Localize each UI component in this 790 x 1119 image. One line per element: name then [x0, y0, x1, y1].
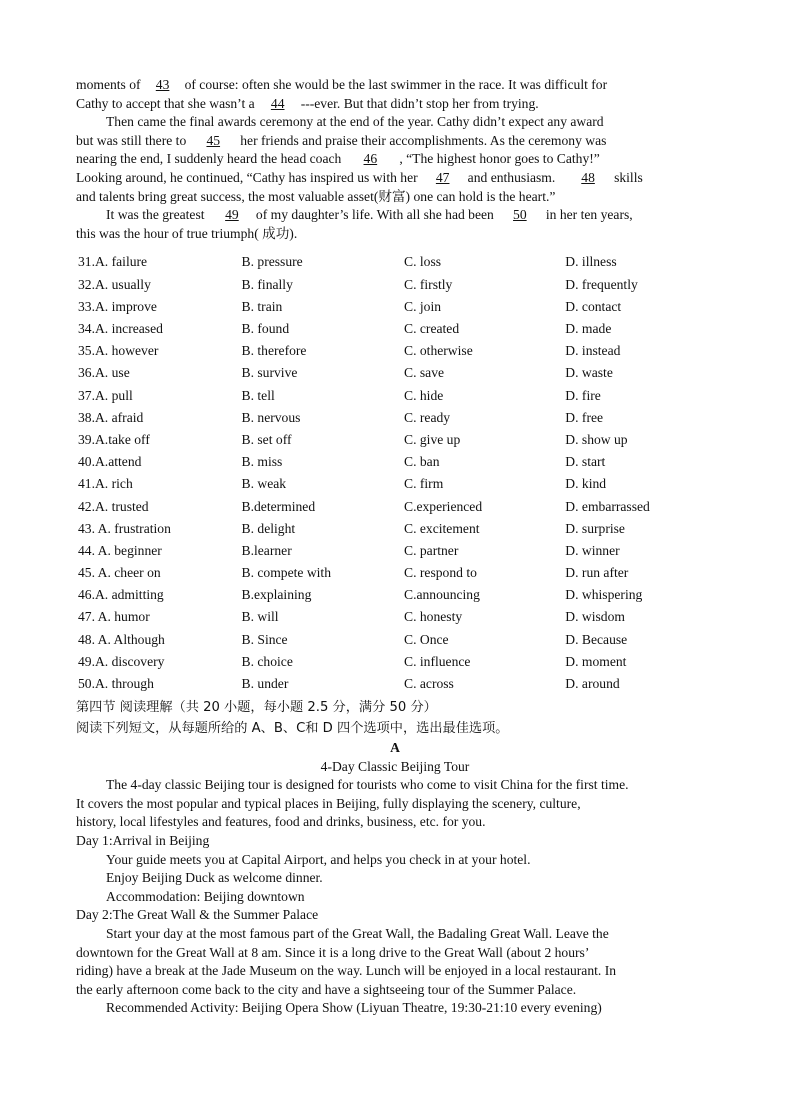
passage-line: [76, 206, 714, 225]
option-cell: 34.A. increased: [78, 321, 163, 336]
document-page: [76, 76, 714, 1018]
option-cell: 42.A. trusted: [78, 498, 149, 514]
blank-45: 45: [206, 132, 221, 148]
option-cell: B.learner: [241, 542, 292, 558]
passage-line: Recommended Activity: Beijing Opera Show (Liyuan Theatre, 19:30-21:10 every evening): [106, 1000, 602, 1016]
passage-title: 4-Day Classic Beijing Tour: [320, 758, 470, 774]
option-row: [78, 629, 714, 651]
passage-line: The 4-day classic Beijing tour is designed for tourists who come to visit China for the first time.: [106, 777, 629, 793]
option-row: [78, 429, 714, 451]
option-cell: C. ban: [404, 454, 440, 470]
option-cell: D. kind: [565, 476, 607, 492]
passage-line: history, local lifestyles and features, food and drinks, business, etc. for you.: [76, 814, 486, 830]
passage-text: but was still there to: [76, 132, 187, 148]
option-cell: D. show up: [565, 431, 628, 447]
passage-line: [76, 169, 714, 188]
passage-line: [76, 150, 714, 169]
day-heading: Day 1:Arrival in Beijing: [76, 833, 210, 849]
option-row: [78, 407, 714, 429]
option-cell: D. start: [565, 454, 606, 470]
passage-line: Start your day at the most famous part of the Great Wall, the Badaling Great Wall. Leave the: [106, 926, 609, 942]
option-row: [78, 518, 714, 540]
day-heading: Day 2:The Great Wall & the Summer Palace: [76, 907, 319, 923]
option-cell: C. otherwise: [404, 343, 473, 359]
passage-line: [76, 95, 714, 114]
option-cell: D. moment: [565, 653, 627, 669]
passage-text: in her ten years,: [545, 207, 633, 223]
option-cell: C. save: [404, 365, 445, 381]
blank-44: 44: [270, 95, 285, 111]
option-cell: D. waste: [565, 365, 613, 381]
option-row: [78, 451, 714, 473]
passage-line: It covers the most popular and typical places in Beijing, fully displaying the scenery, culture,: [76, 795, 581, 811]
option-cell: D. whispering: [565, 587, 643, 603]
option-cell: C. loss: [404, 254, 442, 270]
option-cell: B.explaining: [241, 587, 312, 603]
option-cell: 46.A. admitting: [78, 587, 164, 603]
option-row: [78, 362, 714, 384]
option-cell: C. influence: [404, 653, 471, 669]
options-body: [78, 251, 714, 695]
option-cell: 32.A. usually: [78, 276, 151, 292]
passage-line: riding) have a break at the Jade Museum on the way. Lunch will be enjoyed in a local restaurant. In: [76, 963, 617, 979]
option-row: [78, 251, 714, 273]
passage-line: [76, 132, 714, 151]
option-cell: B. delight: [241, 520, 296, 536]
blank-50: 50: [513, 207, 527, 223]
option-row: [78, 340, 714, 362]
option-cell: D. Because: [565, 631, 628, 647]
option-row: [78, 473, 714, 495]
option-cell: 39.A.take off: [78, 431, 150, 447]
option-cell: B. will: [241, 609, 279, 625]
section-heading: 第四节 阅读理解（共 20 小题，每小题 2.5 分，满分 50 分）: [76, 700, 437, 716]
passage-text: ---ever. But that didn’t stop her from trying.: [300, 95, 539, 111]
option-cell: D. contact: [565, 298, 622, 314]
passage-line: Your guide meets you at Capital Airport, and helps you check in at your hotel.: [106, 851, 531, 867]
option-row: [78, 606, 714, 628]
option-row: [78, 562, 714, 584]
passage-line: downtown for the Great Wall at 8 am. Since it is a long drive to the Great Wall (about 2 hours’: [76, 944, 590, 960]
blank-49: 49: [225, 207, 239, 223]
option-cell: C. firstly: [404, 276, 453, 292]
option-cell: C.experienced: [404, 498, 483, 514]
blank-48: 48: [581, 169, 595, 185]
option-cell: C. respond to: [404, 565, 477, 581]
option-cell: B. survive: [241, 365, 298, 381]
option-cell: B. found: [241, 321, 290, 336]
option-cell: C. firm: [404, 476, 444, 492]
passage-text: , “The highest honor goes to Cathy!”: [399, 151, 600, 167]
option-cell: C.announcing: [404, 587, 480, 603]
option-cell: C. give up: [404, 431, 461, 447]
option-cell: B. set off: [241, 431, 292, 447]
option-cell: C. ready: [404, 409, 451, 425]
option-row: [78, 540, 714, 562]
option-cell: 41.A. rich: [78, 476, 133, 492]
option-cell: B. under: [241, 676, 289, 691]
option-cell: B. nervous: [241, 409, 301, 425]
option-row: [78, 384, 714, 406]
option-row: [78, 274, 714, 296]
option-cell: D. winner: [565, 542, 620, 558]
option-cell: 35.A. however: [78, 343, 159, 359]
option-cell: B. tell: [241, 387, 275, 403]
option-cell: D. illness: [565, 254, 617, 270]
blank-46: 46: [363, 151, 378, 167]
option-cell: 43. A. frustration: [78, 520, 171, 536]
option-cell: C. across: [404, 676, 454, 691]
option-cell: C. partner: [404, 542, 459, 558]
option-cell: 33.A. improve: [78, 298, 157, 314]
passage-line: Enjoy Beijing Duck as welcome dinner.: [106, 870, 323, 886]
passage-line: Then came the final awards ceremony at the end of the year. Cathy didn’t expect any award: [106, 114, 604, 130]
option-cell: D. instead: [565, 343, 621, 359]
passage-line: [76, 76, 714, 95]
passage-text: Cathy to accept that she wasn’t a: [76, 95, 255, 111]
option-row: [78, 296, 714, 318]
option-cell: 49.A. discovery: [78, 653, 165, 669]
passage-letter: A: [390, 740, 400, 756]
option-cell: B. compete with: [241, 565, 332, 581]
option-cell: 44. A. beginner: [78, 542, 162, 558]
option-cell: C. honesty: [404, 609, 463, 625]
passage-line: and talents bring great success, the most valuable asset(财富) one can hold is the heart.”: [76, 188, 556, 204]
option-cell: C. join: [404, 298, 442, 314]
passage-text: nearing the end, I suddenly heard the head coach: [76, 151, 342, 167]
passage-text: and enthusiasm.: [467, 169, 556, 185]
option-cell: D. surprise: [565, 520, 625, 536]
option-row: [78, 651, 714, 673]
options-table: [78, 251, 714, 695]
option-row: [78, 673, 714, 695]
option-cell: C. created: [404, 321, 460, 336]
passage-text: Looking around, he continued, “Cathy has inspired us with her: [76, 169, 418, 185]
option-cell: D. made: [565, 321, 612, 336]
option-row: [78, 495, 714, 517]
option-cell: C. Once: [404, 631, 449, 647]
option-cell: D. around: [565, 676, 620, 691]
option-cell: C. hide: [404, 387, 444, 403]
option-cell: 38.A. afraid: [78, 409, 144, 425]
option-cell: D. embarrassed: [565, 498, 650, 514]
option-cell: B. miss: [241, 454, 283, 470]
option-cell: 31.A. failure: [78, 254, 148, 270]
option-row: [78, 584, 714, 606]
option-cell: 45. A. cheer on: [78, 565, 161, 581]
option-cell: C. excitement: [404, 520, 480, 536]
option-cell: 40.A.attend: [78, 454, 142, 470]
passage-line: the early afternoon come back to the city and have a sightseeing tour of the Summer Palace.: [76, 981, 577, 997]
section-instruction: 阅读下列短文，从每题所给的 A、B、C和 D 四个选项中，选出最佳选项。: [76, 721, 509, 737]
option-cell: B. Since: [241, 631, 288, 647]
option-cell: D. frequently: [565, 276, 638, 292]
option-cell: B. choice: [241, 653, 293, 669]
option-row: [78, 318, 714, 340]
option-cell: B. pressure: [241, 254, 303, 270]
passage-text: her friends and praise their accomplishments. As the ceremony was: [240, 132, 607, 148]
passage-line: this was the hour of true triumph( 成功).: [76, 225, 298, 241]
blank-43: 43: [155, 77, 170, 92]
option-cell: 48. A. Although: [78, 631, 165, 647]
option-cell: B. weak: [241, 476, 287, 492]
option-cell: B. train: [241, 298, 283, 314]
option-cell: D. run after: [565, 565, 629, 581]
option-cell: B.determined: [241, 498, 316, 514]
option-cell: D. free: [565, 409, 604, 425]
passage-line: Accommodation: Beijing downtown: [106, 888, 305, 904]
passage-text: of my daughter’s life. With all she had been: [255, 207, 494, 223]
option-cell: B. finally: [241, 276, 293, 292]
passage-text: moments of: [76, 77, 141, 92]
option-cell: D. wisdom: [565, 609, 625, 625]
option-cell: 47. A. humor: [78, 609, 150, 625]
option-cell: 37.A. pull: [78, 387, 133, 403]
option-cell: B. therefore: [241, 343, 307, 359]
option-cell: D. fire: [565, 387, 601, 403]
passage-text: skills: [614, 169, 643, 185]
passage-text: It was the greatest: [106, 207, 205, 223]
option-cell: 36.A. use: [78, 365, 130, 381]
blank-47: 47: [435, 169, 450, 185]
passage-text: of course: often she would be the last swimmer in the race. It was difficult for: [184, 77, 608, 92]
option-cell: 50.A. through: [78, 676, 154, 691]
